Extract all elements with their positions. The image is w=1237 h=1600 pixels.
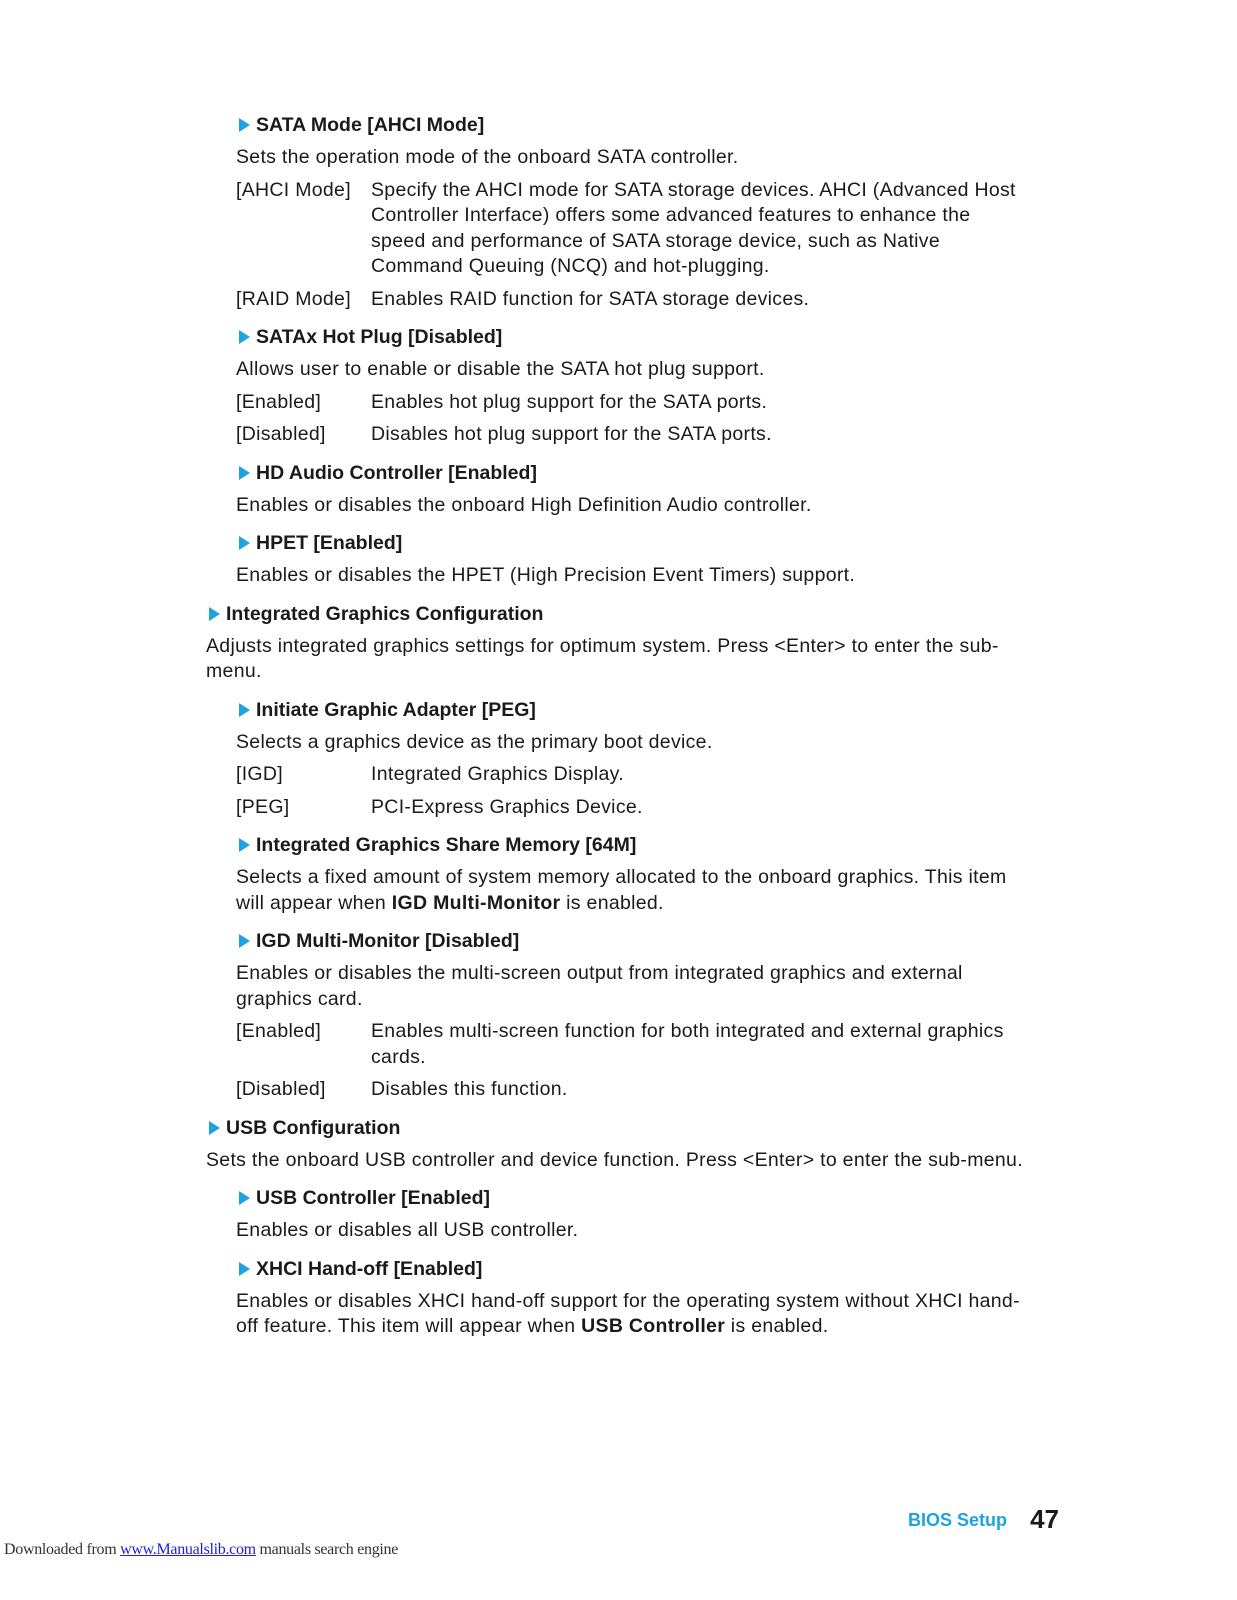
heading-text: Initiate Graphic Adapter [PEG]: [256, 698, 536, 721]
option-value: Disables hot plug support for the SATA ports.: [371, 423, 772, 445]
download-suffix: manuals search engine: [255, 1541, 399, 1558]
section-heading: [236, 324, 1026, 350]
section-hd-audio: [236, 460, 1026, 519]
option-row: [236, 287, 1026, 313]
section-hot-plug: [236, 324, 1026, 448]
manualslib-link[interactable]: www.Manualslib.com: [120, 1541, 256, 1558]
triangle-right-icon: [239, 466, 250, 480]
option-key: [Disabled]: [236, 1078, 326, 1100]
section-usb-config: [206, 1115, 1026, 1174]
option-key: [PEG]: [236, 795, 290, 818]
triangle-right-icon: [239, 330, 250, 344]
option-row: [236, 1019, 1026, 1070]
section-description: Enables or disables the HPET (High Precision Event Timers) support.: [236, 564, 856, 586]
triangle-right-icon: [239, 1191, 250, 1205]
option-key: [Disabled]: [236, 423, 326, 445]
section-share-memory: [236, 832, 1026, 916]
section-heading: [236, 112, 1026, 138]
option-row: [236, 178, 1026, 280]
section-heading: [236, 928, 1026, 954]
desc-text: Selects a fixed amount of system memory allocated to the onboard graphics. This item will appear when: [236, 866, 1007, 914]
heading-text: Integrated Graphics Share Memory [64M]: [256, 834, 637, 856]
heading-text: USB Controller [Enabled]: [256, 1187, 491, 1209]
option-list: [236, 178, 1026, 313]
download-note: [4, 1541, 398, 1559]
heading-text: HPET [Enabled]: [256, 532, 403, 554]
heading-text: SATA Mode [AHCI Mode]: [256, 114, 485, 136]
section-heading: [236, 1185, 1026, 1211]
option-key: [Enabled]: [236, 1020, 322, 1042]
triangle-right-icon: [239, 838, 250, 852]
heading-text: IGD Multi-Monitor [Disabled]: [256, 930, 520, 952]
option-row: [236, 762, 1026, 788]
section-description: [236, 865, 1026, 916]
section-heading: [236, 530, 1026, 556]
section-description: Enables or disables the multi-screen output from integrated graphics and external graphics card.: [236, 962, 963, 1010]
option-value: Enables multi-screen function for both integrated and external graphics cards.: [371, 1020, 1004, 1068]
section-heading: [236, 1256, 1026, 1282]
section-description: Adjusts integrated graphics settings for optimum system. Press <Enter> to enter the sub-menu.: [206, 634, 999, 682]
triangle-right-icon: [209, 1121, 220, 1135]
section-heading: [236, 460, 1026, 486]
triangle-right-icon: [239, 1262, 250, 1276]
section-heading: [206, 601, 1026, 627]
section-description: Selects a graphics device as the primary boot device.: [236, 730, 713, 753]
section-multi-monitor: [236, 928, 1026, 1103]
option-key: [RAID Mode]: [236, 287, 351, 310]
section-description: Sets the onboard USB controller and device function. Press <Enter> to enter the sub-menu.: [206, 1148, 1023, 1171]
option-value: Disables this function.: [371, 1078, 568, 1100]
section-hpet: [236, 530, 1026, 589]
option-value: Enables hot plug support for the SATA ports.: [371, 390, 768, 413]
heading-text: XHCI Hand-off [Enabled]: [256, 1257, 483, 1280]
section-description: Allows user to enable or disable the SATA hot plug support.: [236, 358, 765, 380]
section-xhci-handoff: [236, 1256, 1026, 1340]
option-value: PCI-Express Graphics Device.: [371, 795, 643, 818]
desc-bold-ref: IGD Multi-Monitor: [391, 891, 561, 914]
section-heading: [236, 697, 1026, 723]
section-heading: [236, 832, 1026, 858]
option-list: [236, 390, 1026, 448]
triangle-right-icon: [209, 607, 220, 621]
option-key: [Enabled]: [236, 390, 322, 413]
desc-bold-ref: USB Controller: [581, 1315, 726, 1337]
option-key: [AHCI Mode]: [236, 178, 351, 201]
option-list: [236, 1019, 1026, 1103]
option-list: [236, 762, 1026, 820]
section-init-adapter: [236, 697, 1026, 821]
option-value: Specify the AHCI mode for SATA storage devices. AHCI (Advanced Host Controller Interface) offers some advanced features to enhance the speed and performance of SATA storage device, such as Native Command Queuing (NCQ) and hot-plugging.: [371, 178, 1016, 277]
desc-text: Enables or disables XHCI hand-off support for the operating system without XHCI hand-off feature. This item will appear when: [236, 1289, 1020, 1337]
option-value: Enables RAID function for SATA storage devices.: [371, 287, 810, 310]
triangle-right-icon: [239, 536, 250, 550]
desc-text: is enabled.: [725, 1315, 829, 1337]
heading-text: Integrated Graphics Configuration: [226, 602, 544, 625]
option-row: [236, 1077, 1026, 1103]
footer-section-title: BIOS Setup: [907, 1510, 1007, 1530]
section-description: Enables or disables all USB controller.: [236, 1219, 579, 1241]
heading-text: USB Configuration: [226, 1116, 401, 1139]
option-row: [236, 795, 1026, 821]
section-description: [236, 1289, 1026, 1340]
section-igfx-config: [206, 601, 1026, 685]
section-usb-controller: [236, 1185, 1026, 1244]
heading-text: HD Audio Controller [Enabled]: [256, 461, 537, 484]
option-row: [236, 390, 1026, 416]
section-description: Enables or disables the onboard High Definition Audio controller.: [236, 493, 812, 516]
triangle-right-icon: [239, 118, 250, 132]
option-row: [236, 422, 1026, 448]
page-content: [206, 112, 1026, 1352]
section-heading: [206, 1115, 1026, 1141]
option-key: [IGD]: [236, 763, 284, 785]
triangle-right-icon: [239, 703, 250, 717]
option-value: Integrated Graphics Display.: [371, 763, 624, 785]
section-description: Sets the operation mode of the onboard SATA controller.: [236, 146, 739, 168]
page-number: 47: [1030, 1504, 1059, 1534]
download-prefix: Downloaded from: [4, 1541, 121, 1558]
section-sata-mode: [236, 112, 1026, 312]
desc-text: is enabled.: [560, 891, 664, 914]
triangle-right-icon: [239, 934, 250, 948]
heading-text: SATAx Hot Plug [Disabled]: [256, 326, 503, 348]
